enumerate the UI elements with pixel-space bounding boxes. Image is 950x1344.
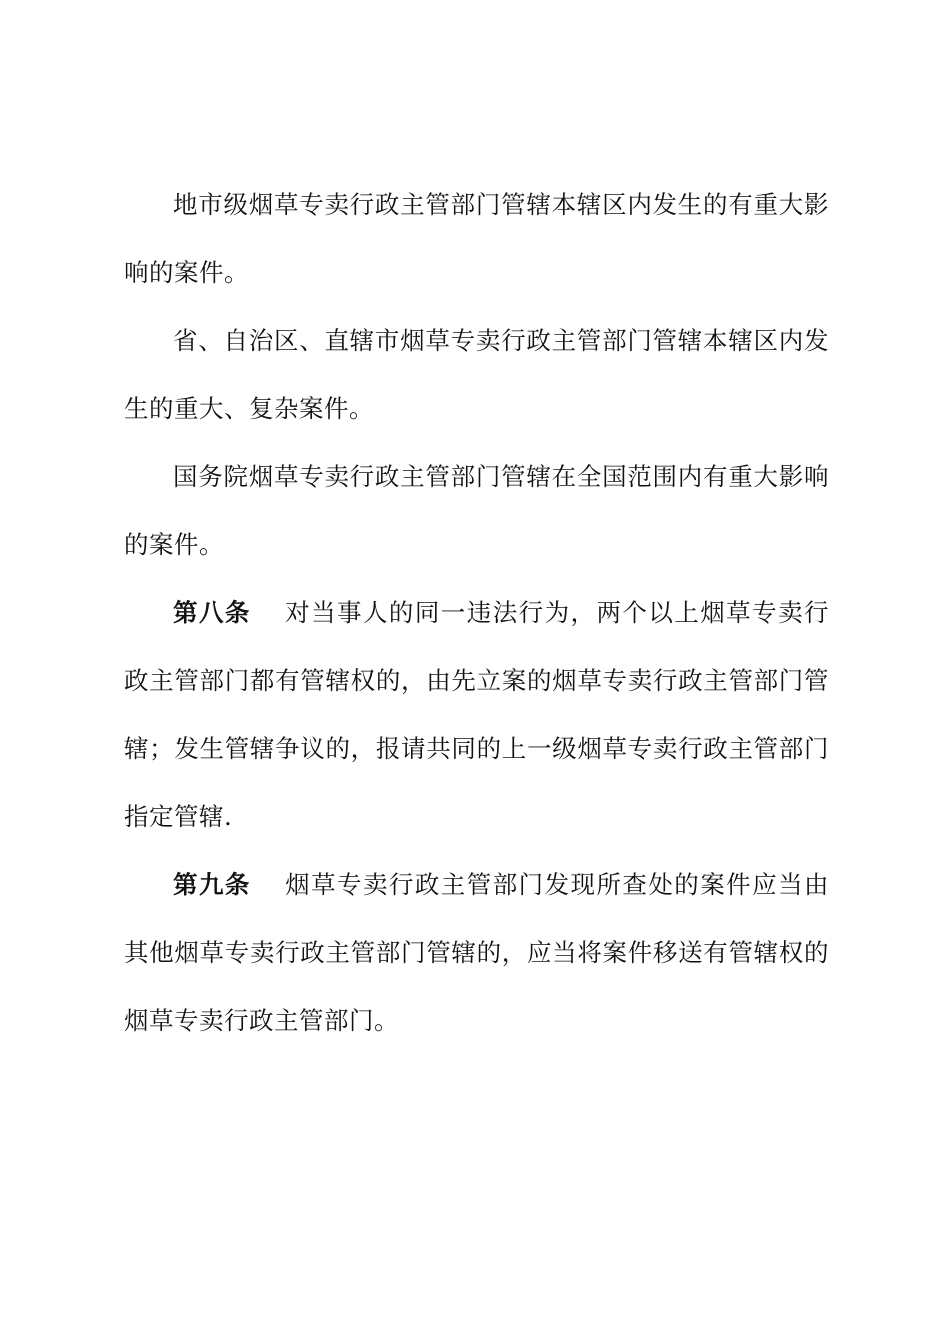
article-9 <box>124 851 829 1055</box>
article-9-text: 烟草专卖行政主管部门发现所查处的案件应当由其他烟草专卖行政主管部门管辖的，应当将案件移送有管辖权的烟草专卖行政主管部门。 <box>124 870 830 1035</box>
paragraph-state-council-jurisdiction: 国务院烟草专卖行政主管部门管辖在全国范围内有重大影响的案件。 <box>124 462 829 559</box>
paragraph-prefecture-jurisdiction: 地市级烟草专卖行政主管部门管辖本辖区内发生的有重大影响的案件。 <box>124 190 829 287</box>
article-8-heading: 第八条 <box>173 598 251 627</box>
paragraph-provincial-jurisdiction: 省、自治区、直辖市烟草专卖行政主管部门管辖本辖区内发生的重大、复杂案件。 <box>124 326 829 423</box>
article-8 <box>124 579 829 851</box>
document-body <box>124 171 829 1055</box>
article-8-text: 对当事人的同一违法行为，两个以上烟草专卖行政主管部门都有管辖权的，由先立案的烟草专卖行政主管部门管辖；发生管辖争议的，报请共同的上一级烟草专卖行政主管部门指定管辖. <box>124 598 830 831</box>
article-9-heading: 第九条 <box>173 870 251 899</box>
